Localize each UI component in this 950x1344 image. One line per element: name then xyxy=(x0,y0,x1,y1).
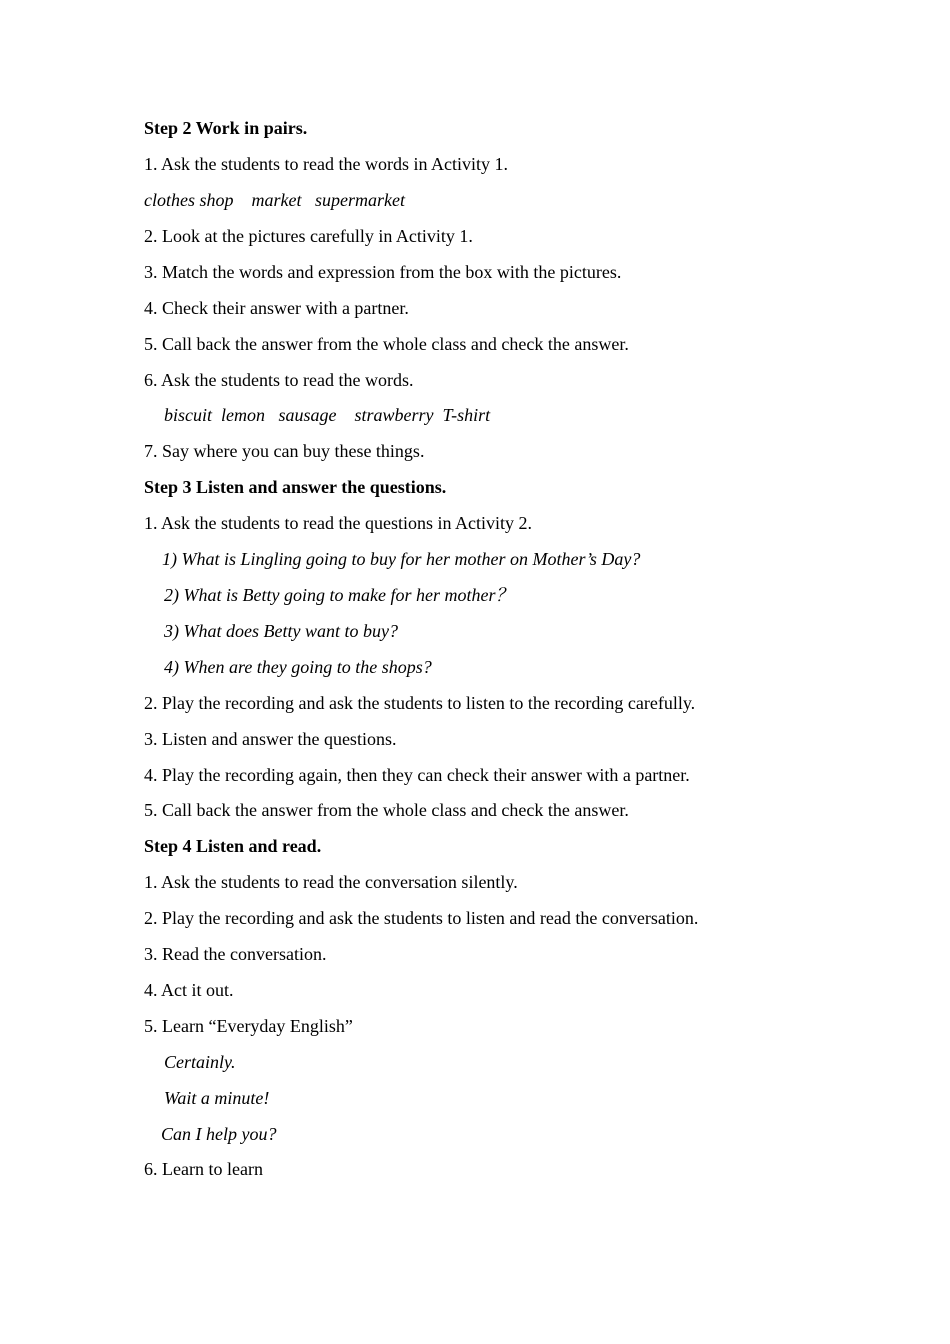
step4-phrase-2: Wait a minute! xyxy=(164,1088,270,1108)
step4-item-1: 1. Ask the students to read the conversation silently. xyxy=(144,872,518,892)
step4-item-2: 2. Play the recording and ask the students to listen and read the conversation. xyxy=(144,908,699,928)
step3-item-2: 2. Play the recording and ask the students to listen to the recording carefully. xyxy=(144,693,696,713)
step4-item-3: 3. Read the conversation. xyxy=(144,944,327,964)
step3-item-1: 1. Ask the students to read the questions in Activity 2. xyxy=(144,513,532,533)
step3-heading: Step 3 Listen and answer the questions. xyxy=(144,477,447,497)
step2-item-5: 5. Call back the answer from the whole class and check the answer. xyxy=(144,334,629,354)
step4-item-5: 5. Learn “Everyday English” xyxy=(144,1016,353,1036)
step4-item-4: 4. Act it out. xyxy=(144,980,234,1000)
step2-item-6: 6. Ask the students to read the words. xyxy=(144,370,414,390)
step2-item-4: 4. Check their answer with a partner. xyxy=(144,298,409,318)
step3-item-5: 5. Call back the answer from the whole class and check the answer. xyxy=(144,800,629,820)
step4-heading: Step 4 Listen and read. xyxy=(144,836,322,856)
step2-words-things: biscuit lemon sausage strawberry T-shirt xyxy=(164,405,491,425)
step2-words-places: clothes shop market supermarket xyxy=(144,190,405,210)
step3-item-3: 3. Listen and answer the questions. xyxy=(144,729,397,749)
step2-item-1: 1. Ask the students to read the words in Activity 1. xyxy=(144,154,508,174)
step4-phrase-3: Can I help you? xyxy=(161,1124,277,1144)
step3-item-4: 4. Play the recording again, then they can check their answer with a partner. xyxy=(144,765,690,785)
step2-heading: Step 2 Work in pairs. xyxy=(144,118,308,138)
step4-phrase-1: Certainly. xyxy=(164,1052,236,1072)
step2-item-3: 3. Match the words and expression from the box with the pictures. xyxy=(144,262,622,282)
step4-item-6: 6. Learn to learn xyxy=(144,1159,263,1179)
step2-item-7: 7. Say where you can buy these things. xyxy=(144,441,425,461)
step3-question-3: 3) What does Betty want to buy? xyxy=(164,621,398,641)
step2-item-2: 2. Look at the pictures carefully in Activity 1. xyxy=(144,226,473,246)
step3-question-1: 1) What is Lingling going to buy for her mother on Mother’s Day? xyxy=(162,549,641,569)
step3-question-4: 4) When are they going to the shops? xyxy=(164,657,432,677)
step3-question-2: 2) What is Betty going to make for her mother？ xyxy=(164,585,514,605)
